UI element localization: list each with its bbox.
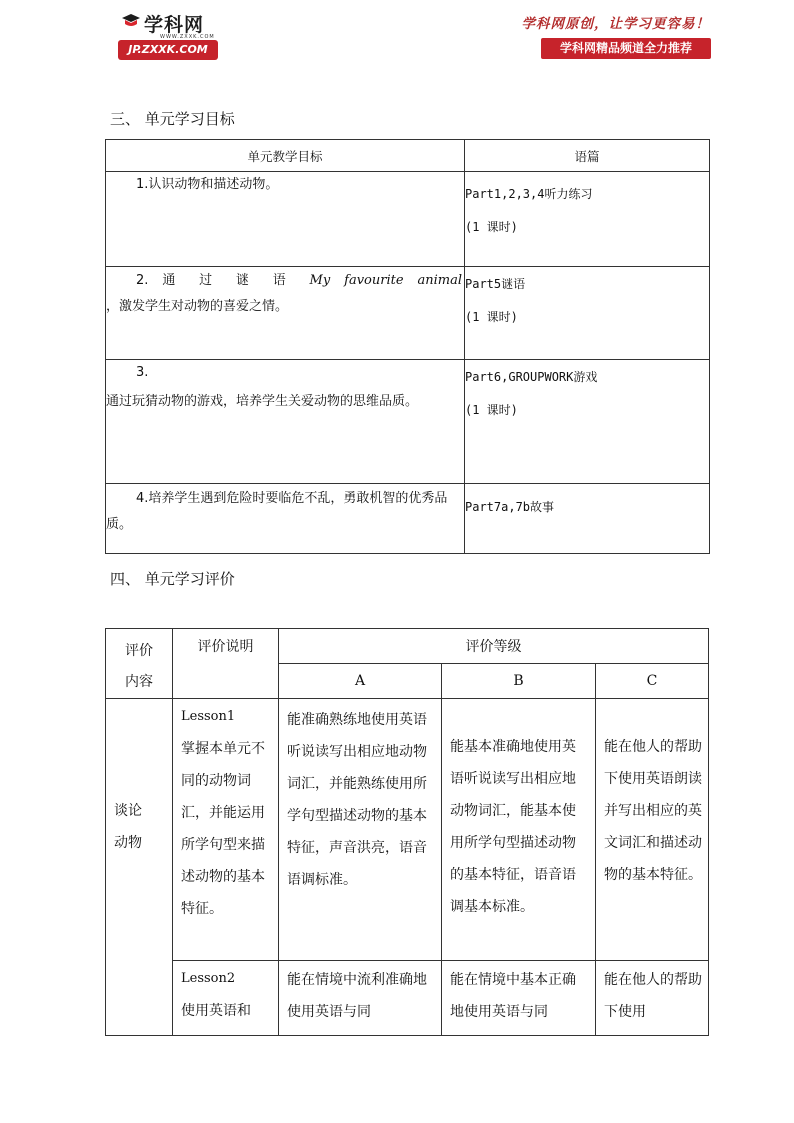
part-cell bbox=[465, 360, 710, 484]
lesson1-c-cell bbox=[596, 699, 709, 961]
lesson2-a: 能在情境中流利准确地使用英语与同 bbox=[287, 972, 427, 1020]
header-level: 评价等级 bbox=[279, 629, 709, 664]
hours-text: (1 课时) bbox=[465, 220, 518, 234]
lesson2-a-cell bbox=[279, 961, 442, 1036]
category-line-2: 动物 bbox=[114, 835, 142, 851]
part-text: Part7a,7b故事 bbox=[465, 500, 555, 514]
goal-riddle-title: My favourite animal bbox=[309, 273, 462, 288]
goal-number: 3. bbox=[136, 365, 149, 380]
lesson1-a-cell bbox=[279, 699, 442, 961]
goals-header-text: 语篇 bbox=[465, 140, 710, 172]
part-text: Part5谜语 bbox=[465, 277, 526, 291]
lesson2-c-cell bbox=[596, 961, 709, 1036]
lesson2-desc: 使用英语和 bbox=[181, 1003, 251, 1019]
goal-text: 通过玩猜动物的游戏，培养学生关爱动物的思维品质。 bbox=[106, 394, 419, 409]
goals-table bbox=[105, 139, 710, 554]
category-cell bbox=[106, 699, 173, 1036]
goal-text-prefix: 2. 通 过 谜 语 bbox=[136, 273, 296, 288]
lesson1-desc: 掌握本单元不同的动物词汇，并能运用所学句型来描述动物的基本特征。 bbox=[181, 741, 265, 917]
part-cell bbox=[465, 484, 710, 554]
goals-header-goal: 单元教学目标 bbox=[106, 140, 465, 172]
recommend-banner: 学科网精品频道全力推荐 bbox=[541, 38, 711, 59]
goal-cell bbox=[106, 360, 465, 484]
logo-domain-small: WWW.ZXXK.COM bbox=[160, 34, 215, 40]
logo-badge: JP.ZXXK.COM bbox=[118, 40, 218, 60]
lesson2-b: 能在情境中基本正确地使用英语与同 bbox=[450, 972, 576, 1020]
part-text: Part6,GROUPWORK游戏 bbox=[465, 370, 598, 384]
goal-cell bbox=[106, 484, 465, 554]
lesson1-b: 能基本准确地使用英语听说读写出相应地动物词汇，能基本使用所学句型描述动物的基本特征，语音语调基本标准。 bbox=[450, 739, 576, 915]
graduation-cap-icon bbox=[122, 12, 140, 30]
lesson2-b-cell bbox=[442, 961, 596, 1036]
goal-cell bbox=[106, 267, 465, 360]
lesson1-b-cell bbox=[442, 699, 596, 961]
lesson2-desc-cell bbox=[173, 961, 279, 1036]
level-a: A bbox=[279, 664, 442, 699]
level-c: C bbox=[596, 664, 709, 699]
hours-text: (1 课时) bbox=[465, 403, 518, 417]
category-line-1: 谈论 bbox=[114, 803, 142, 819]
lesson1-name: Lesson1 bbox=[181, 709, 236, 724]
lesson2-name: Lesson2 bbox=[181, 971, 236, 986]
part-text: Part1,2,3,4听力练习 bbox=[465, 187, 593, 201]
lesson1-desc-cell bbox=[173, 699, 279, 961]
goal-text: 4.培养学生遇到危险时要临危不乱，勇敢机智的优秀品质。 bbox=[106, 491, 448, 532]
header-content bbox=[106, 629, 173, 699]
hours-text: (1 课时) bbox=[465, 310, 518, 324]
part-cell bbox=[465, 267, 710, 360]
section4-title: 四、 单元学习评价 bbox=[110, 570, 235, 588]
goal-text: 1.认识动物和描述动物。 bbox=[136, 177, 279, 192]
header-content-2: 内容 bbox=[125, 674, 153, 690]
lesson1-c: 能在他人的帮助下使用英语朗读并写出相应的英文词汇和描述动物的基本特征。 bbox=[604, 739, 702, 883]
lesson2-c: 能在他人的帮助下使用 bbox=[604, 972, 702, 1020]
evaluation-table bbox=[105, 628, 709, 1036]
slogan: 学科网原创，让学习更容易！ bbox=[521, 16, 710, 32]
lesson1-a: 能准确熟练地使用英语听说读写出相应地动物词汇，并能熟练使用所学句型描述动物的基本特征，声音洪亮，语音语调标准。 bbox=[287, 712, 427, 888]
goal-cell bbox=[106, 172, 465, 267]
header-content-1: 评价 bbox=[125, 643, 153, 659]
section3-title: 三、 单元学习目标 bbox=[110, 110, 235, 128]
header-desc-text: 评价说明 bbox=[197, 639, 254, 655]
header-desc bbox=[173, 629, 279, 699]
level-b: B bbox=[442, 664, 596, 699]
goal-text-suffix: ，激发学生对动物的喜爱之情。 bbox=[106, 299, 289, 314]
part-cell bbox=[465, 172, 710, 267]
logo-brand: 学科网 bbox=[144, 14, 205, 36]
logo bbox=[118, 10, 220, 62]
